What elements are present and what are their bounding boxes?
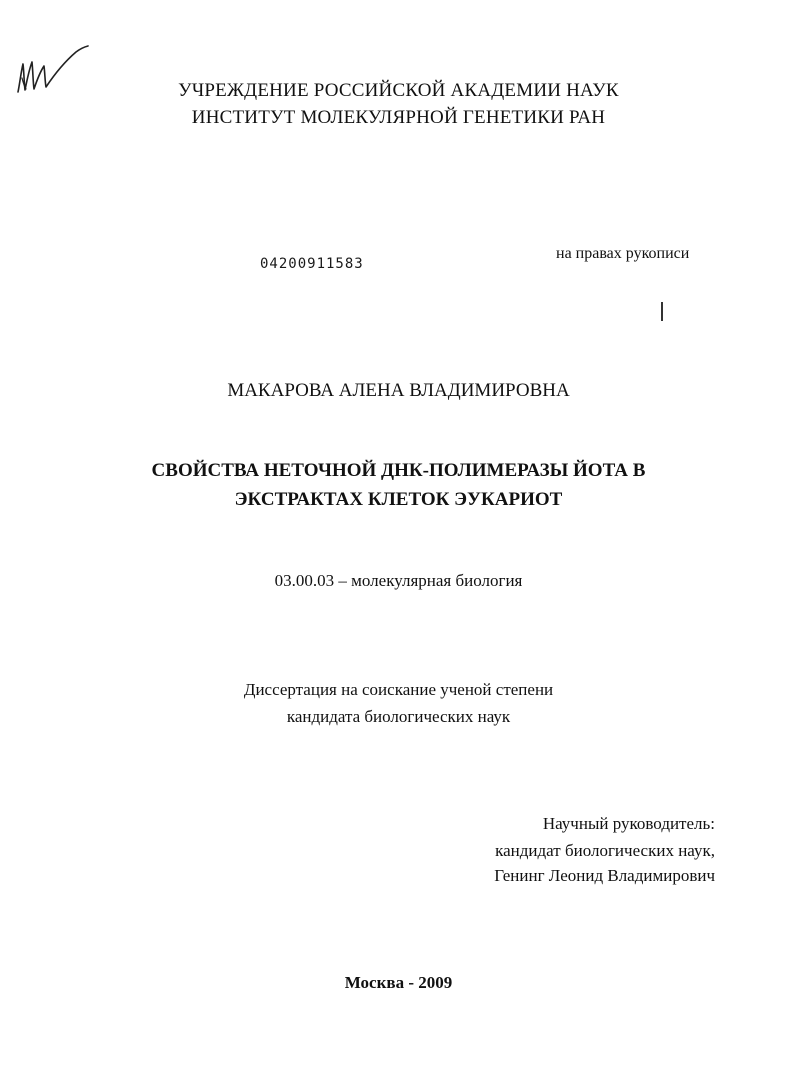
thesis-title-line-2: ЭКСТРАКТАХ КЛЕТОК ЭУКАРИОТ	[234, 489, 563, 510]
advisor-rank: кандидат биологических наук,	[495, 841, 715, 860]
degree-line-1: Диссертация на соискание ученой степени	[243, 680, 554, 699]
institution-line-1: УЧРЕЖДЕНИЕ РОССИЙСКОЙ АКАДЕМИИ НАУК	[178, 80, 619, 101]
rights-note: на правах рукописи	[556, 245, 690, 262]
degree-line-2: кандидата биологических наук	[286, 707, 511, 726]
advisor-label: Научный руководитель:	[542, 814, 715, 833]
author-name: МАКАРОВА АЛЕНА ВЛАДИМИРОВНА	[227, 380, 570, 401]
thesis-title-line-1: СВОЙСТВА НЕТОЧНОЙ ДНК-ПОЛИМЕРАЗЫ ЙОТА В	[151, 460, 646, 481]
city-year: Москва - 2009	[344, 973, 453, 992]
advisor-name: Генинг Леонид Владимирович	[494, 866, 715, 885]
specialty: 03.00.03 – молекулярная биология	[274, 571, 523, 590]
document-code: 04200911583	[260, 256, 364, 272]
institution-line-2: ИНСТИТУТ МОЛЕКУЛЯРНОЙ ГЕНЕТИКИ РАН	[191, 107, 606, 128]
margin-mark	[661, 302, 663, 321]
